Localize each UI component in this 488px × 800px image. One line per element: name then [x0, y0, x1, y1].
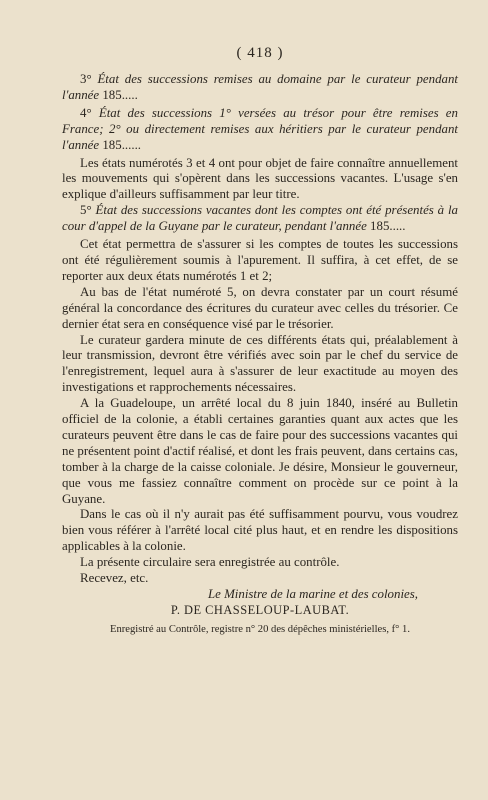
paragraph-resume: Au bas de l'état numéroté 5, on devra constater par un court résumé général la concordance des écritures du curateur avec celles du trésorier. Ce dernier état sera en conséquence visé par le trésorier.	[62, 284, 458, 331]
registry-note: Enregistré au Contrôle, registre n° 20 des dépêches ministérielles, f° 1.	[109, 623, 410, 635]
entry-3-title: État des successions remises au domaine par le curateur pendant l'année	[62, 72, 458, 102]
entry-4-title: État des successions 1° versées au trésor pour être remises en France; 2° ou directement remises aux héritiers par le curateur pendant l'année	[62, 105, 458, 152]
paragraph-guadeloupe: A la Guadeloupe, un arrêté local du 8 juin 1840, inséré au Bulletin officiel de la colonie, a établi certaines garanties quant aux actes que les curateurs peuvent être dans le cas de faire pour des successions vacantes qui ne présentent point d'actif réalisé, et dont les frais peuvent, dans certains cas, tomber à la charge de la caisse coloniale. Je désire, Monsieur le gouverneur, que vous me fassiez connaître comment on procède sur ce point à la Guyane.	[62, 396, 458, 506]
entry-4-number: 4°	[80, 105, 92, 120]
minister-name: P. DE CHASSELOUP-LAUBAT.	[170, 602, 350, 617]
paragraph-recevez: Recevez, etc.	[80, 571, 149, 586]
signature-block	[62, 587, 458, 637]
entry-5-year: 185.....	[370, 219, 406, 234]
entry-3-number: 3°	[80, 72, 92, 86]
paragraph-pourvu: Dans le cas où il n'y aurait pas été suffisamment pourvu, vous voudrez bien vous référer à l'arrêté local cité plus haut, et en rendre les dispositions applicables à la colonie.	[62, 507, 458, 554]
paragraph-states-3-4: Les états numérotés 3 et 4 ont pour objet de faire connaître annuellement les mouvements qui s'opèrent dans les successions vacantes. L'usage s'en explique d'ailleurs suffisamment par leur titre.	[62, 155, 458, 202]
entry-5-number: 5°	[80, 203, 92, 218]
entry-4	[62, 106, 458, 154]
entry-3-year: 185.....	[102, 87, 138, 102]
paragraph-enregistree: La présente circulaire sera enregistrée au contrôle.	[80, 555, 340, 570]
page-number: ( 418 )	[236, 45, 284, 61]
page-text-block	[62, 44, 458, 637]
entry-4-year: 185......	[102, 137, 142, 152]
paragraph-curateur: Le curateur gardera minute de ces différents états qui, préalablement à leur transmission, devront être vérifiés avec soin par le chef du service de l'enregistrement, lequel aura à s'assurer de leur exactitude au moyen des investigations et rapprochements nécessaires.	[62, 332, 458, 395]
entry-3	[62, 72, 458, 104]
entry-5	[62, 203, 458, 235]
minister-title: Le Ministre de la marine et des colonies,	[207, 587, 418, 601]
entry-5-title: État des successions vacantes dont les comptes ont été présentés à la cour d'appel de la Guyane par le curateur, pendant l'année	[62, 203, 458, 234]
paragraph-apurement: Cet état permettra de s'assurer si les comptes de toutes les successions ont été régulièrement soumis à l'apurement. Il suffira, à cet effet, de se reporter aux deux états numérotés 1 et 2;	[62, 237, 458, 283]
